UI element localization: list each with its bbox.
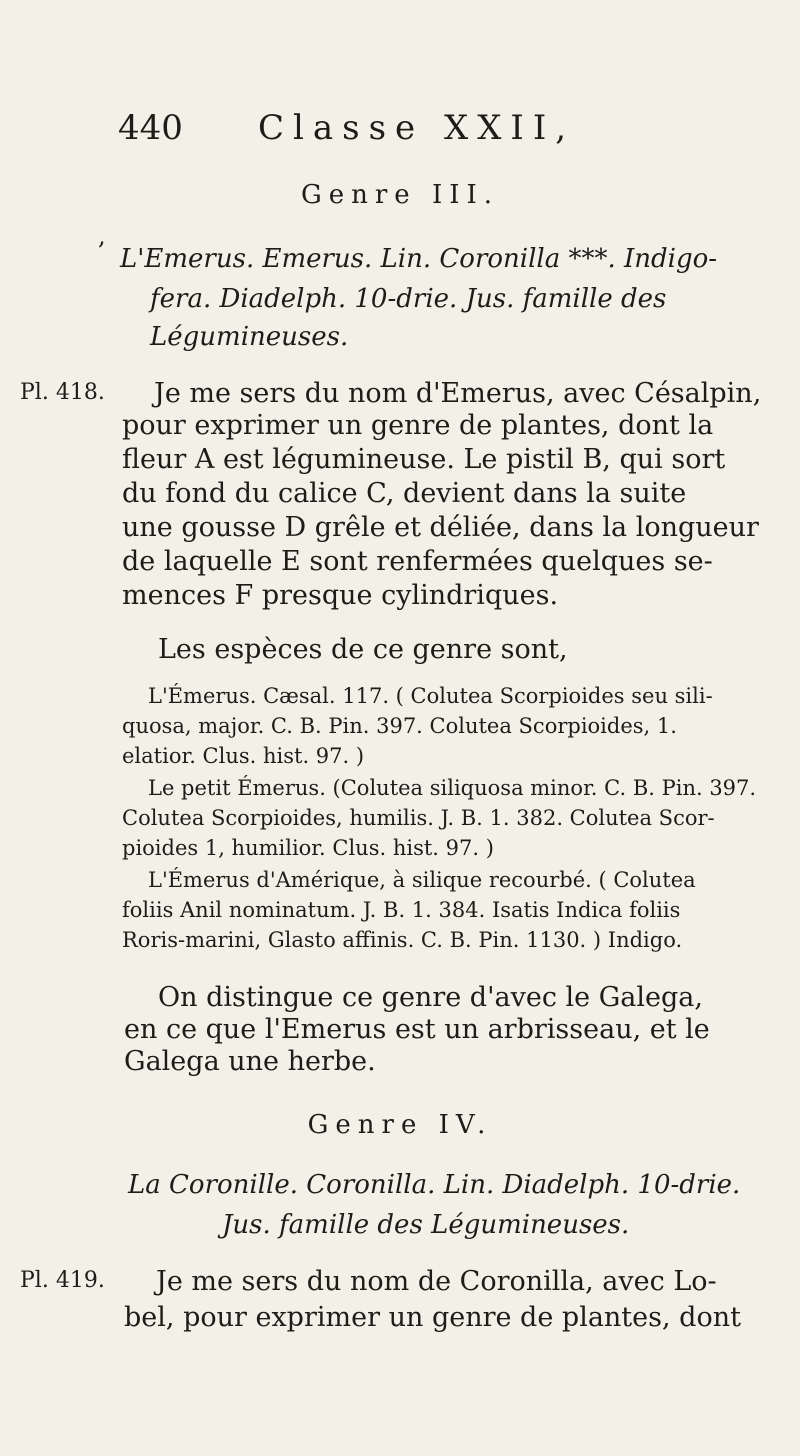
genre-3-synonymy-line-1: L'Emerus. Emerus. Lin. Coronilla ***. Indigo-: [120, 244, 718, 274]
species-line-5: Colutea Scorpioides, humilis. J. B. 1. 382. Colutea Scor-: [122, 806, 715, 830]
species-line-2: quosa, major. C. B. Pin. 397. Colutea Scorpioides, 1.: [122, 714, 677, 738]
species-line-7: L'Émerus d'Amérique, à silique recourbé. ( Colutea: [148, 868, 696, 892]
genre-3-synonymy-line-3: Légumineuses.: [150, 322, 349, 352]
species-line-3: elatior. Clus. hist. 97. ): [122, 744, 365, 768]
genre-3-description-line-3: fleur A est légumineuse. Le pistil B, qui sort: [122, 444, 726, 475]
species-intro: Les espèces de ce genre sont,: [158, 634, 568, 665]
genre-4-description-line-1: Je me sers du nom de Coronilla, avec Lo-: [156, 1266, 717, 1297]
genre-3-description-line-4: du fond du calice C, devient dans la suite: [122, 478, 687, 509]
genre-3-description-line-6: de laquelle E sont renfermées quelques se-: [122, 546, 713, 577]
species-line-1: L'Émerus. Cæsal. 117. ( Colutea Scorpioides seu sili-: [148, 684, 713, 708]
genre-4-synonymy-line-2: Jus. famille des Légumineuses.: [222, 1210, 630, 1240]
genre-3-synonymy-line-2: fera. Diadelph. 10-drie. Jus. famille des: [150, 284, 667, 314]
distinction-line-1: On distingue ce genre d'avec le Galega,: [158, 982, 703, 1013]
species-line-4: Le petit Émerus. (Colutea siliquosa minor. C. B. Pin. 397.: [148, 776, 757, 800]
genre-3-description-line-5: une gousse D grêle et déliée, dans la longueur: [122, 512, 759, 543]
distinction-line-2: en ce que l'Emerus est un arbrisseau, et le: [124, 1014, 710, 1045]
genre-3-description-line-1: Je me sers du nom d'Emerus, avec Césalpin,: [154, 378, 762, 409]
species-line-6: pioides 1, humilior. Clus. hist. 97. ): [122, 836, 494, 860]
distinction-line-3: Galega une herbe.: [124, 1046, 376, 1077]
species-line-9: Roris-marini, Glasto affinis. C. B. Pin. 1130. ) Indigo.: [122, 928, 683, 952]
margin-mark: ,: [98, 222, 106, 250]
genre-4-description-line-2: bel, pour exprimer un genre de plantes, dont: [124, 1302, 741, 1333]
genre-3-title: Genre III.: [300, 180, 500, 210]
genre-3-description-line-2: pour exprimer un genre de plantes, dont la: [122, 410, 714, 441]
genre-4-title: Genre IV.: [307, 1110, 493, 1140]
page-number: 440: [118, 108, 183, 148]
page-header: [118, 108, 658, 158]
genre-3-description-line-7: mences F presque cylindriques.: [122, 580, 559, 611]
running-title: Classe XXII,: [258, 108, 576, 148]
genre-4-synonymy-line-1: La Coronille. Coronilla. Lin. Diadelph. 10-drie.: [128, 1170, 741, 1200]
plate-reference-418: Pl. 418.: [20, 380, 105, 405]
species-line-8: foliis Anil nominatum. J. B. 1. 384. Isatis Indica foliis: [122, 898, 681, 922]
plate-reference-419: Pl. 419.: [20, 1268, 105, 1293]
